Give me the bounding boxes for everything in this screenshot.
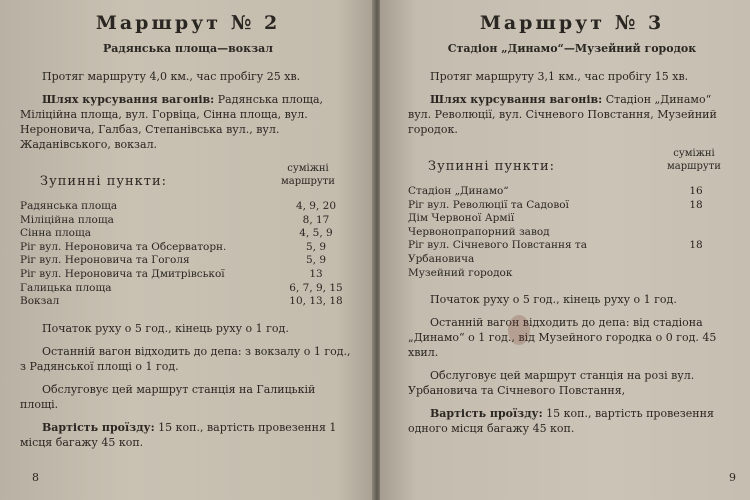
stop-row: [20, 241, 356, 255]
stop-name: [20, 241, 276, 255]
stops-list: [408, 185, 736, 280]
last-car-text: Останній вагон відходить до депа: з вокзалу о 1 год., з Радянської площі о 1 год.: [20, 344, 351, 373]
stop-name-text: Вокзал: [20, 295, 60, 308]
depot-text: Обслуговує цей маршрут станція на Галицькій площі.: [20, 382, 316, 411]
stop-adjacent-routes: 18: [689, 198, 703, 211]
stop-row: [408, 212, 736, 226]
stop-name: [20, 295, 276, 309]
route-path-label: Шлях курсування вагонів:: [42, 93, 215, 106]
stop-adjacent-routes: [656, 267, 736, 281]
stop-row: [20, 200, 356, 214]
stop-name-text: Радянська площа: [20, 200, 118, 212]
stop-name: [408, 185, 656, 199]
fare-label: Вартість проїзду:: [430, 407, 543, 421]
stop-adjacent-routes: 8, 17: [302, 213, 330, 226]
stop-row: [20, 295, 356, 309]
stop-row: [408, 226, 736, 240]
stop-row: [408, 185, 736, 199]
stop-name: [408, 239, 656, 266]
stops-header: Зупинні пункти:: [40, 174, 168, 189]
route-length: Протяг маршруту 4,0 км., час пробігу 25 хв.: [42, 70, 301, 83]
stop-adjacent-routes: 10, 13, 18: [289, 295, 343, 308]
route-subtitle: Радянська площа—вокзал: [103, 42, 273, 55]
stop-row: [408, 239, 736, 266]
stop-name: [20, 254, 276, 268]
stop-row: [20, 282, 356, 296]
route-title: Маршрут № 2: [95, 12, 281, 34]
adjacent-routes-header: суміжні маршрути: [281, 163, 335, 187]
stops-header: Зупинні пункти:: [428, 159, 556, 174]
stop-name-text: Ріг вул. Нероновича та Гоголя: [20, 254, 190, 267]
stop-name-text: Сінна площа: [20, 227, 91, 240]
stop-name: [408, 199, 656, 213]
depot-text: Обслуговує цей маршрут станція на розі вул. Урбановича та Січневого Повстання,: [408, 369, 695, 398]
stop-row: [20, 254, 356, 268]
stop-row: [20, 214, 356, 228]
fare-text: [408, 406, 736, 436]
ink-stain: [508, 315, 530, 345]
stop-adjacent-routes: [656, 226, 736, 240]
stops-list: [20, 200, 356, 309]
stop-name-text: Ріг вул. Нероновича та Дмитрівської: [20, 267, 225, 280]
stop-name: [20, 227, 276, 241]
route-path: [20, 92, 356, 152]
route-path-text: Стадіон „Динамо“ вул. Революції, вул. Січневого Повстання, Музейний городок.: [408, 93, 717, 136]
stop-name-text: Ріг вул. Січневого Повстання та Урбановича: [408, 239, 588, 265]
stop-adjacent-routes: 18: [689, 239, 703, 252]
stop-adjacent-routes: 13: [309, 267, 323, 280]
stop-adjacent-routes: 16: [689, 185, 703, 197]
route-title: Маршрут № 3: [479, 12, 665, 34]
stop-name-text: Музейний городок: [408, 266, 513, 279]
stop-row: [20, 268, 356, 282]
stop-adjacent-routes: [656, 212, 736, 226]
stop-name-text: Міліційна площа: [20, 213, 114, 226]
schedule-text: Початок руху о 5 год., кінець руху о 1 год.: [42, 321, 289, 335]
route-length: Протяг маршруту 3,1 км., час пробігу 15 хв.: [430, 70, 689, 83]
stop-adjacent-routes: 4, 9, 20: [295, 200, 337, 212]
schedule-text: Початок руху о 5 год., кінець руху о 1 год.: [430, 293, 677, 307]
stop-adjacent-routes: 5, 9: [305, 254, 327, 267]
right-page: [380, 0, 750, 500]
stop-adjacent-routes: 5, 9: [305, 240, 327, 253]
route-path-text: Радянська площа, Міліційна площа, вул. Горвіца, Сінна площа, вул. Нероновича, Галбаз, Степанівська вул., вул. Жаданівського, вокзал.: [20, 93, 324, 151]
fare-value: 15 коп., вартість провезення одного місця багажу 45 коп.: [408, 407, 714, 436]
page-number: 9: [729, 471, 736, 484]
stop-name: [20, 214, 276, 228]
page-number: 8: [32, 471, 39, 484]
stop-name-text: Червонопрапорний завод: [408, 225, 550, 238]
stop-name-text: Дім Червоної Армії: [408, 212, 515, 225]
last-car-text: Останній вагон відходить до депа: від стадіона „Динамо“ о 1 год., від Музейного городка о 0 год. 45 хвил.: [408, 316, 717, 360]
route-path: [408, 92, 736, 137]
stop-row: [408, 267, 736, 281]
stop-name-text: Галицька площа: [20, 281, 112, 294]
stop-name-text: Стадіон „Динамо“: [408, 185, 509, 197]
stop-name: [20, 282, 276, 296]
route-subtitle: Стадіон „Динамо“—Музейний городок: [447, 42, 697, 55]
stop-name: [20, 268, 276, 282]
stops-header-row: [20, 162, 356, 200]
stop-adjacent-routes: 6, 7, 9, 15: [289, 281, 343, 294]
stop-name: [408, 267, 656, 281]
stop-name-text: Ріг вул. Революції та Садової: [408, 198, 569, 211]
stop-name-text: Ріг вул. Нероновича та Обсерваторн.: [20, 240, 227, 253]
stop-row: [408, 199, 736, 213]
fare-value: 15 коп., вартість провезення 1 місця багажу 45 коп.: [20, 420, 337, 449]
fare-label: Вартість проїзду:: [42, 420, 155, 434]
stop-row: [20, 227, 356, 241]
route-path-label: Шлях курсування вагонів:: [430, 93, 603, 106]
left-page: [0, 0, 374, 500]
stop-name: [408, 212, 656, 226]
adjacent-routes-header: суміжні маршрути: [667, 148, 721, 172]
stop-name: [20, 200, 276, 214]
stop-name: [408, 226, 656, 240]
stops-header-row: [408, 147, 736, 185]
fare-text: [20, 420, 356, 450]
stop-adjacent-routes: 4, 5, 9: [299, 227, 333, 240]
